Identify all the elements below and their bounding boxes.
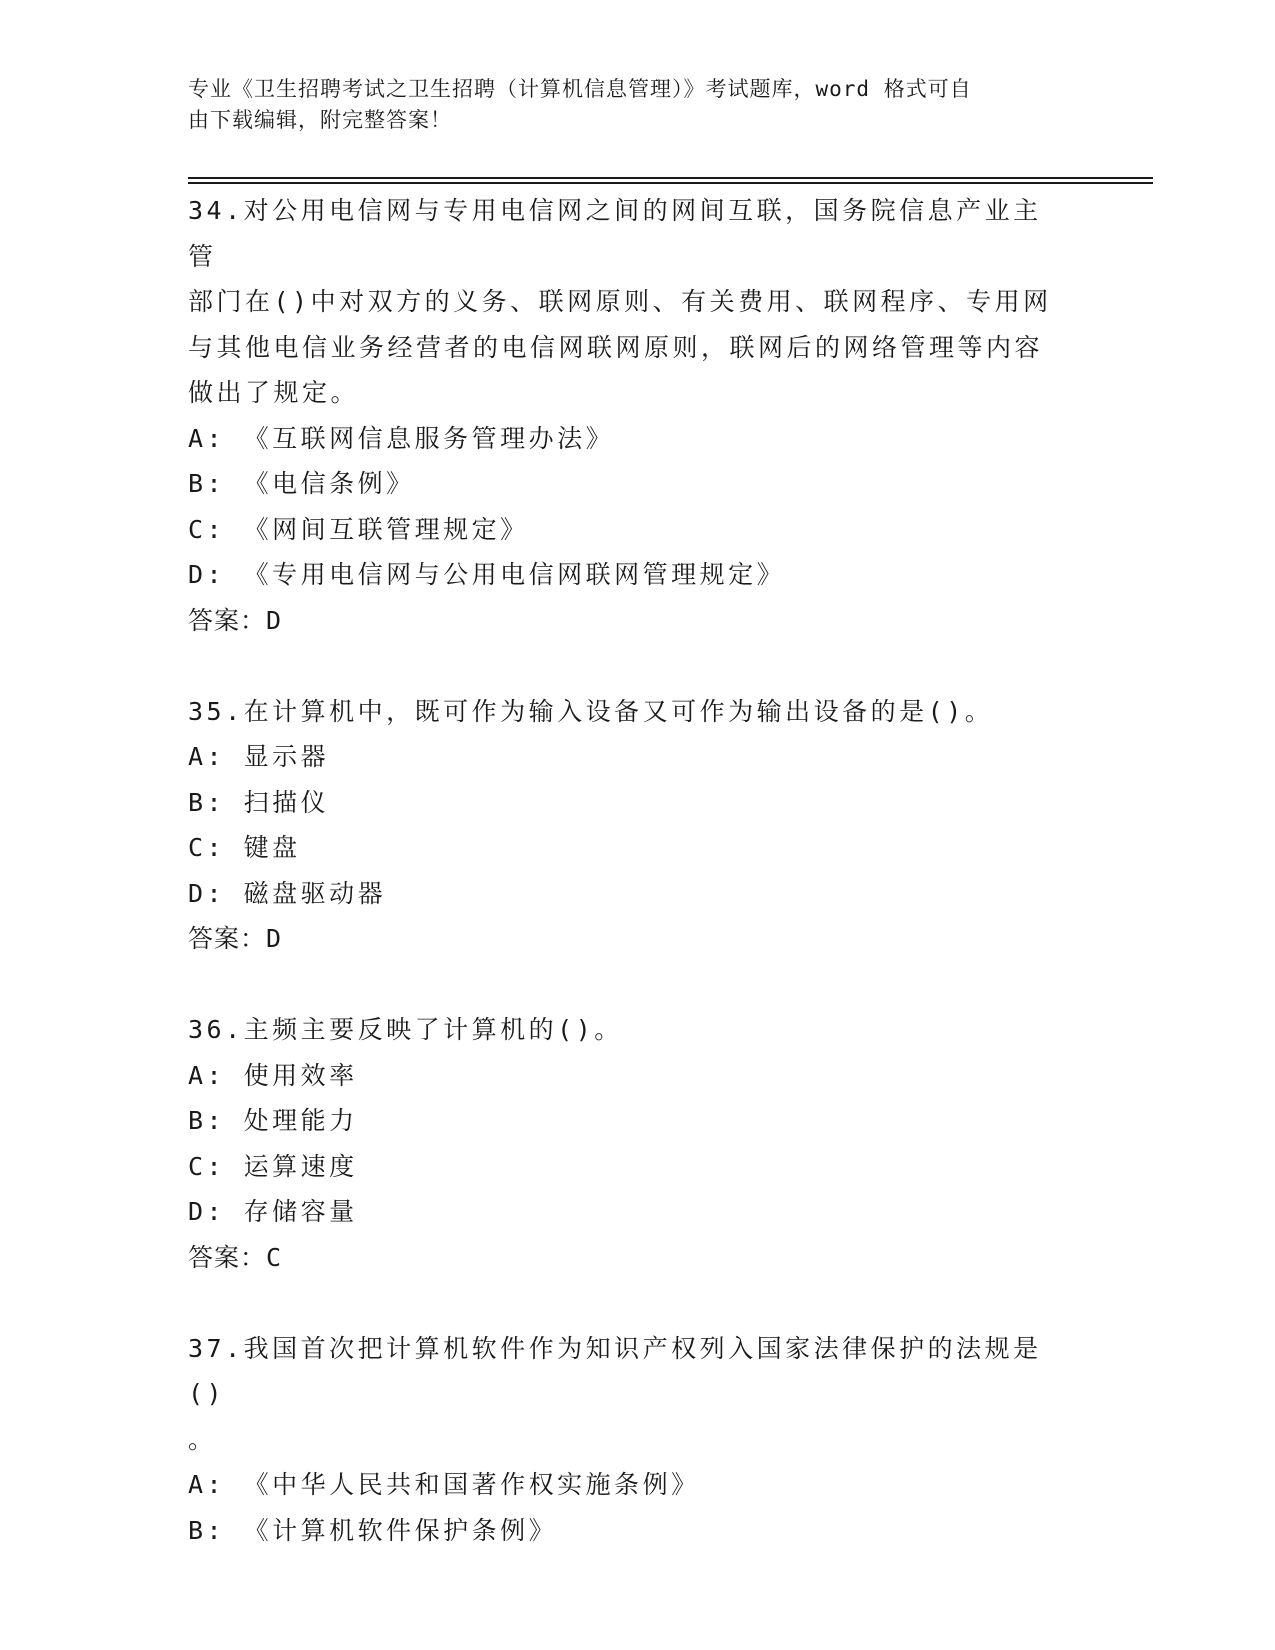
- question-spacer: [188, 643, 1068, 689]
- question-block: [188, 689, 1068, 962]
- answer-option: C: 运算速度: [188, 1151, 358, 1181]
- answer-line: [188, 598, 1068, 644]
- answer-option: A: 《中华人民共和国著作权实施条例》: [188, 1470, 700, 1499]
- answer-label: 答案：: [188, 1242, 267, 1272]
- question-text: 35.在计算机中，既可作为输入设备又可作为输出设备的是()。: [188, 696, 994, 726]
- answer-option: A: 《互联网信息服务管理办法》: [188, 423, 615, 453]
- answer-option: D: 磁盘驱动器: [188, 878, 387, 908]
- header-divider: [188, 182, 1153, 184]
- answer-option: A: 使用效率: [188, 1060, 358, 1090]
- question-spacer: [188, 1280, 1068, 1326]
- question-text: 。: [188, 1424, 217, 1454]
- answer-option: B: 《计算机软件保护条例》: [188, 1515, 558, 1545]
- question-text: 37.我国首次把计算机软件作为知识产权列入国家法律保护的法规是(): [188, 1333, 1042, 1408]
- question-list: [188, 188, 1068, 1553]
- document-header: [188, 74, 1068, 136]
- question-text: 做出了规定。: [188, 378, 360, 407]
- question-block: [188, 1326, 1068, 1554]
- question-text: 部门在()中对双方的义务、联网原则、有关费用、联网程序、专用网: [188, 287, 1052, 316]
- answer-option: D: 《专用电信网与公用电信网联网管理规定》: [188, 560, 786, 589]
- header-line: 由下载编辑，附完整答案！: [188, 108, 452, 132]
- question-block: [188, 1007, 1068, 1280]
- question-spacer: [188, 962, 1068, 1008]
- answer-value: C: [266, 1242, 283, 1272]
- answer-option: D: 存储容量: [188, 1197, 358, 1226]
- answer-option: B: 扫描仪: [188, 787, 330, 817]
- answer-line: [188, 1235, 1068, 1281]
- header-divider: [188, 177, 1153, 179]
- answer-option: B: 《电信条例》: [188, 469, 415, 498]
- answer-line: [188, 916, 1068, 962]
- answer-option: C: 键盘: [188, 833, 301, 862]
- question-text: 与其他电信业务经营者的电信网联网原则，联网后的网络管理等内容: [188, 332, 1044, 362]
- answer-value: D: [266, 924, 283, 953]
- answer-value: D: [266, 605, 283, 635]
- answer-label: 答案：: [188, 605, 267, 635]
- header-line: 专业《卫生招聘考试之卫生招聘（计算机信息管理）》考试题库，word 格式可自: [188, 77, 972, 101]
- question-block: [188, 188, 1068, 643]
- question-text: 36.主频主要反映了计算机的()。: [188, 1015, 623, 1044]
- answer-label: 答案：: [188, 924, 267, 953]
- question-text: 34.对公用电信网与专用电信网之间的网间互联，国务院信息产业主管: [188, 196, 1042, 271]
- answer-option: C: 《网间互联管理规定》: [188, 514, 529, 544]
- answer-option: A: 显示器: [188, 742, 330, 771]
- answer-option: B: 处理能力: [188, 1106, 358, 1135]
